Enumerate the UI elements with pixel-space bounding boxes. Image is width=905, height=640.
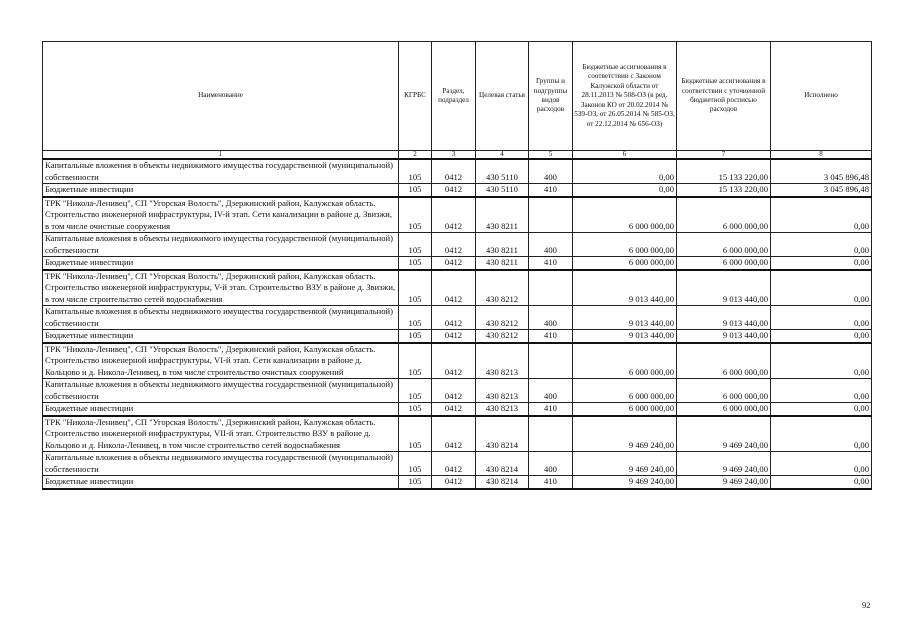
- column-number: 3: [432, 151, 476, 160]
- row-roster-amount: 15 133 220,00: [677, 184, 771, 197]
- column-number: 7: [677, 151, 771, 160]
- row-executed-amount: 0,00: [771, 233, 872, 257]
- row-target-article: 430 8211: [476, 257, 529, 270]
- header-target-article: Целевая статья: [476, 42, 529, 151]
- row-law-amount: 6 000 000,00: [573, 379, 677, 403]
- row-name: ТРК "Никола-Ленивец", СП "Угорская Волость", Дзержинский район, Калужская область. Строительство инженерной инфраструктуры, VI-й этап. Сети канализации в районе д. Кольцово и д. Никола-Ленивец, в том числе строительство очистных сооружений: [43, 343, 399, 379]
- row-target-article: 430 5110: [476, 159, 529, 184]
- row-executed-amount: 3 045 896,48: [771, 159, 872, 184]
- row-expense-group: 400: [529, 159, 573, 184]
- row-executed-amount: 0,00: [771, 343, 872, 379]
- table-row: [43, 379, 872, 403]
- row-law-amount: 6 000 000,00: [573, 233, 677, 257]
- row-section: 0412: [432, 403, 476, 416]
- row-name: Капитальные вложения в объекты недвижимого имущества государственной (муниципальной) собственности: [43, 452, 399, 476]
- row-law-amount: 9 013 440,00: [573, 330, 677, 343]
- row-target-article: 430 8211: [476, 233, 529, 257]
- row-name: Бюджетные инвестиции: [43, 403, 399, 416]
- table-row: [43, 233, 872, 257]
- row-section: 0412: [432, 184, 476, 197]
- row-executed-amount: 0,00: [771, 416, 872, 452]
- row-kgrbs: 105: [399, 306, 432, 330]
- row-section: 0412: [432, 330, 476, 343]
- row-executed-amount: 3 045 896,48: [771, 184, 872, 197]
- row-target-article: 430 8211: [476, 197, 529, 233]
- header-section: Раздел, подраздел: [432, 42, 476, 151]
- row-name: Бюджетные инвестиции: [43, 184, 399, 197]
- row-target-article: 430 8213: [476, 379, 529, 403]
- row-law-amount: 6 000 000,00: [573, 257, 677, 270]
- column-number: 2: [399, 151, 432, 160]
- row-roster-amount: 9 013 440,00: [677, 270, 771, 306]
- row-target-article: 430 5110: [476, 184, 529, 197]
- row-section: 0412: [432, 416, 476, 452]
- row-target-article: 430 8212: [476, 306, 529, 330]
- table-row: [43, 184, 872, 197]
- row-executed-amount: 0,00: [771, 270, 872, 306]
- row-roster-amount: 6 000 000,00: [677, 257, 771, 270]
- row-kgrbs: 105: [399, 257, 432, 270]
- column-number-row: [43, 151, 872, 160]
- row-name: ТРК "Никола-Ленивец", СП "Угорская Волость", Дзержинский район, Калужская область. Строительство инженерной инфраструктуры, VII-й этап. Строительство ВЗУ в районе д. Кольцово и д. Никола-Ленивец, в том числе строительство сетей водоснабжения: [43, 416, 399, 452]
- row-law-amount: 6 000 000,00: [573, 343, 677, 379]
- table-row: [43, 306, 872, 330]
- row-expense-group: 400: [529, 379, 573, 403]
- row-law-amount: 9 469 240,00: [573, 476, 677, 489]
- row-roster-amount: 9 469 240,00: [677, 476, 771, 489]
- row-expense-group: [529, 416, 573, 452]
- row-kgrbs: 105: [399, 330, 432, 343]
- row-name: ТРК "Никола-Ленивец", СП "Угорская Волость", Дзержинский район, Калужская область. Строительство инженерной инфраструктуры, V-й этап. Строительство ВЗУ в районе д. Звизжи, в том числе строительство сетей водоснабжения: [43, 270, 399, 306]
- table-row: [43, 343, 872, 379]
- table-row: [43, 476, 872, 489]
- row-target-article: 430 8214: [476, 452, 529, 476]
- row-section: 0412: [432, 270, 476, 306]
- row-section: 0412: [432, 343, 476, 379]
- column-number: 1: [43, 151, 399, 160]
- row-law-amount: 9 013 440,00: [573, 306, 677, 330]
- header-row: [43, 42, 872, 151]
- row-target-article: 430 8213: [476, 403, 529, 416]
- row-expense-group: 400: [529, 306, 573, 330]
- row-expense-group: 400: [529, 452, 573, 476]
- row-target-article: 430 8212: [476, 270, 529, 306]
- row-name: Бюджетные инвестиции: [43, 257, 399, 270]
- row-target-article: 430 8214: [476, 476, 529, 489]
- row-section: 0412: [432, 233, 476, 257]
- row-law-amount: 9 469 240,00: [573, 416, 677, 452]
- header-kgrbs: КГРБС: [399, 42, 432, 151]
- row-kgrbs: 105: [399, 233, 432, 257]
- table-row: [43, 452, 872, 476]
- row-kgrbs: 105: [399, 270, 432, 306]
- row-executed-amount: 0,00: [771, 452, 872, 476]
- row-section: 0412: [432, 452, 476, 476]
- column-number: 8: [771, 151, 872, 160]
- row-target-article: 430 8213: [476, 343, 529, 379]
- table-row: [43, 257, 872, 270]
- row-kgrbs: 105: [399, 403, 432, 416]
- row-expense-group: 410: [529, 184, 573, 197]
- row-expense-group: 400: [529, 233, 573, 257]
- header-executed: Исполнено: [771, 42, 872, 151]
- row-kgrbs: 105: [399, 159, 432, 184]
- row-law-amount: 0,00: [573, 159, 677, 184]
- row-expense-group: 410: [529, 330, 573, 343]
- row-section: 0412: [432, 257, 476, 270]
- row-executed-amount: 0,00: [771, 330, 872, 343]
- table-row: [43, 416, 872, 452]
- row-roster-amount: 9 469 240,00: [677, 416, 771, 452]
- row-roster-amount: 6 000 000,00: [677, 403, 771, 416]
- header-law-allocations: Бюджетные ассигнования в соответствии с Законом Калужской области от 28.11.2013 № 508-ОЗ (в ред. Законов КО от 20.02.2014 № 539-ОЗ, от 26.05.2014 № 585-ОЗ, от 22.12.2014 № 656-ОЗ): [573, 42, 677, 151]
- table-row: [43, 197, 872, 233]
- table-row: [43, 403, 872, 416]
- row-expense-group: [529, 270, 573, 306]
- row-law-amount: 9 013 440,00: [573, 270, 677, 306]
- row-kgrbs: 105: [399, 343, 432, 379]
- column-number: 4: [476, 151, 529, 160]
- row-section: 0412: [432, 306, 476, 330]
- table-row: [43, 159, 872, 184]
- row-law-amount: 0,00: [573, 184, 677, 197]
- row-expense-group: [529, 197, 573, 233]
- table-row: [43, 270, 872, 306]
- row-name: Капитальные вложения в объекты недвижимого имущества государственной (муниципальной) собственности: [43, 159, 399, 184]
- row-name: Бюджетные инвестиции: [43, 330, 399, 343]
- header-name: Наименование: [43, 42, 399, 151]
- row-section: 0412: [432, 159, 476, 184]
- row-executed-amount: 0,00: [771, 257, 872, 270]
- row-kgrbs: 105: [399, 184, 432, 197]
- row-kgrbs: 105: [399, 197, 432, 233]
- row-section: 0412: [432, 197, 476, 233]
- row-kgrbs: 105: [399, 416, 432, 452]
- row-roster-amount: 6 000 000,00: [677, 343, 771, 379]
- table-row: [43, 330, 872, 343]
- row-roster-amount: 9 013 440,00: [677, 306, 771, 330]
- row-law-amount: 9 469 240,00: [573, 452, 677, 476]
- row-kgrbs: 105: [399, 476, 432, 489]
- row-executed-amount: 0,00: [771, 403, 872, 416]
- row-roster-amount: 6 000 000,00: [677, 379, 771, 403]
- row-section: 0412: [432, 476, 476, 489]
- row-roster-amount: 9 469 240,00: [677, 452, 771, 476]
- column-number: 5: [529, 151, 573, 160]
- row-name: Капитальные вложения в объекты недвижимого имущества государственной (муниципальной) собственности: [43, 379, 399, 403]
- row-expense-group: [529, 343, 573, 379]
- row-expense-group: 410: [529, 476, 573, 489]
- row-kgrbs: 105: [399, 379, 432, 403]
- row-executed-amount: 0,00: [771, 306, 872, 330]
- header-expense-group: Группы и подгруппы видов расходов: [529, 42, 573, 151]
- row-name: Капитальные вложения в объекты недвижимого имущества государственной (муниципальной) собственности: [43, 306, 399, 330]
- budget-table: [42, 41, 872, 490]
- row-target-article: 430 8214: [476, 416, 529, 452]
- row-name: Капитальные вложения в объекты недвижимого имущества государственной (муниципальной) собственности: [43, 233, 399, 257]
- row-kgrbs: 105: [399, 452, 432, 476]
- column-number: 6: [573, 151, 677, 160]
- row-law-amount: 6 000 000,00: [573, 197, 677, 233]
- row-executed-amount: 0,00: [771, 197, 872, 233]
- row-roster-amount: 6 000 000,00: [677, 197, 771, 233]
- row-executed-amount: 0,00: [771, 379, 872, 403]
- row-executed-amount: 0,00: [771, 476, 872, 489]
- row-section: 0412: [432, 379, 476, 403]
- row-expense-group: 410: [529, 257, 573, 270]
- header-roster-allocations: Бюджетные ассигнования в соответствии с уточненной бюджетной росписью расходов: [677, 42, 771, 151]
- row-name: ТРК "Никола-Ленивец", СП "Угорская Волость", Дзержинский район, Калужская область. Строительство инженерной инфраструктуры, IV-й этап. Сети канализации в районе д. Звизжи, в том числе очистные сооружения: [43, 197, 399, 233]
- row-expense-group: 410: [529, 403, 573, 416]
- row-law-amount: 6 000 000,00: [573, 403, 677, 416]
- row-roster-amount: 6 000 000,00: [677, 233, 771, 257]
- row-roster-amount: 9 013 440,00: [677, 330, 771, 343]
- page-number: 92: [862, 600, 871, 610]
- row-target-article: 430 8212: [476, 330, 529, 343]
- row-roster-amount: 15 133 220,00: [677, 159, 771, 184]
- row-name: Бюджетные инвестиции: [43, 476, 399, 489]
